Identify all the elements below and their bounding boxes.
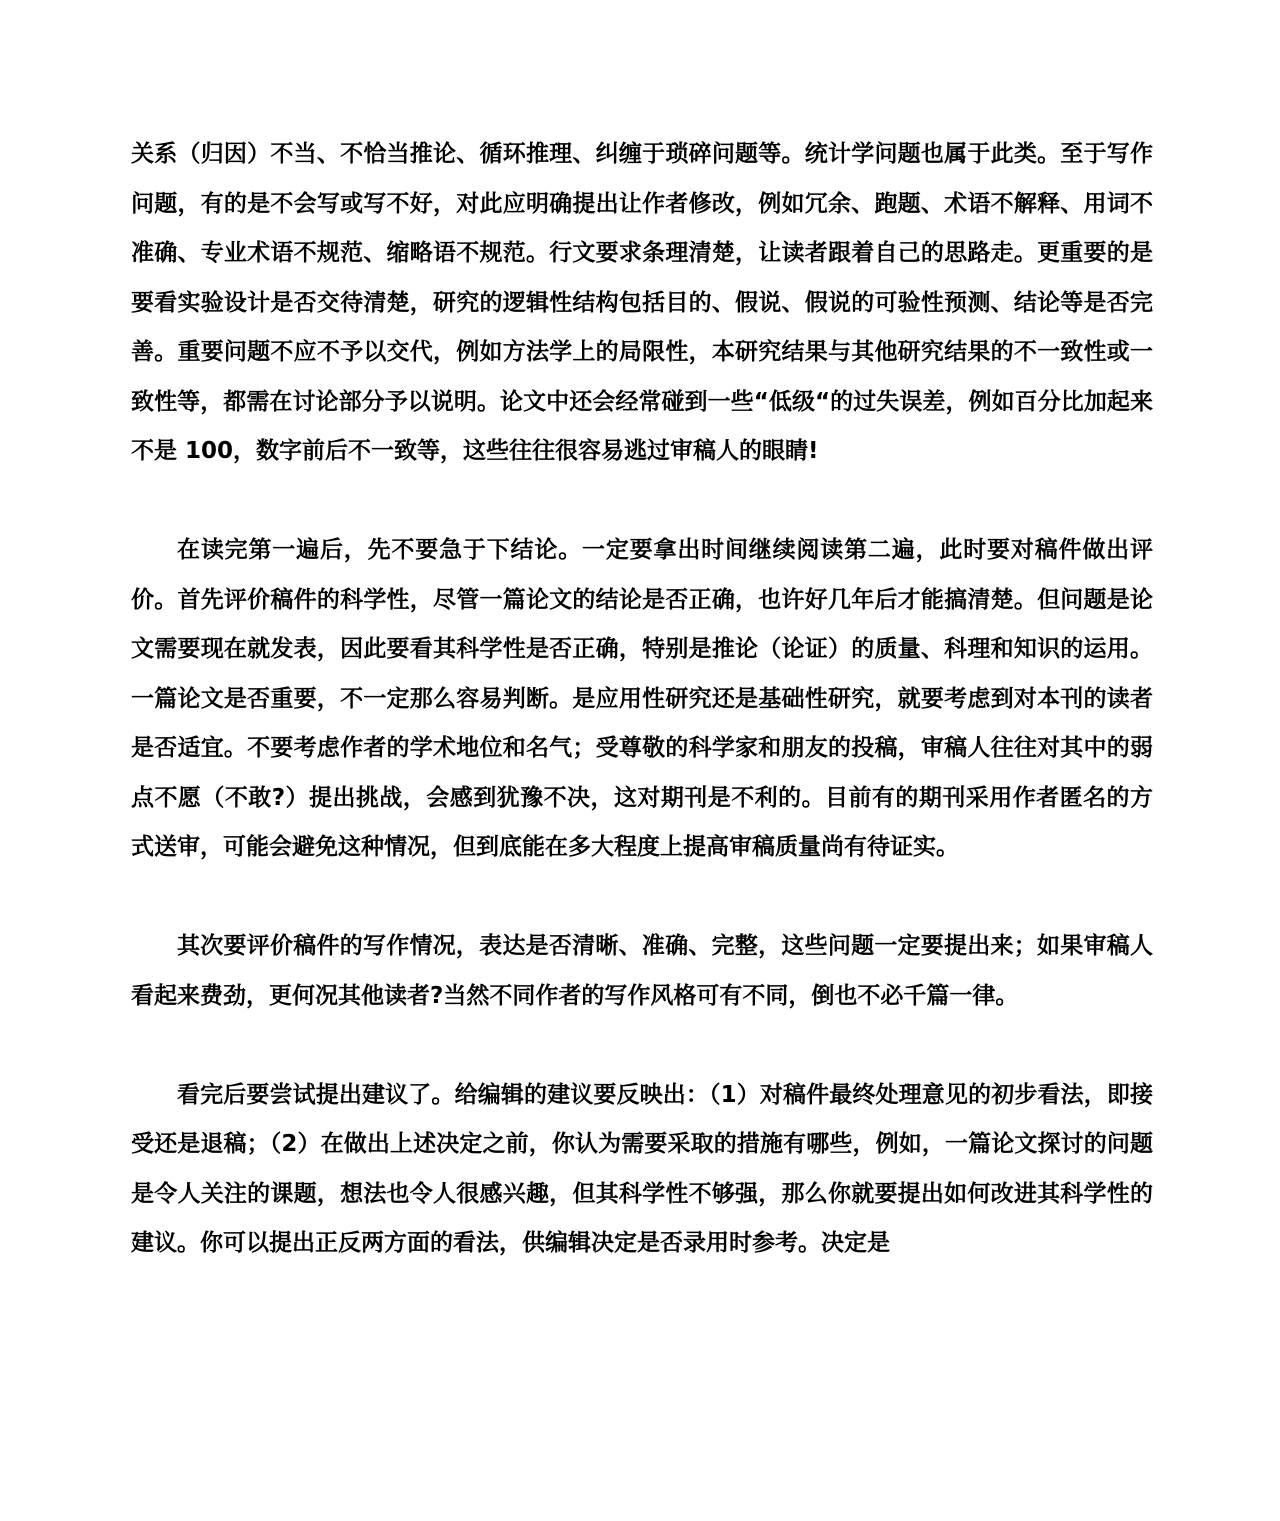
paragraph-4: 看完后要尝试提出建议了。给编辑的建议要反映出：（1）对稿件最终处理意见的初步看法，即接受还是退稿；（2）在做出上述决定之前，你认为需要采取的措施有哪些，例如，一篇论文探讨的问题是令人关注的课题，想法也令人很感兴趣，但其科学性不够强，那么你就要提出如何改进其科学性的建议。你可以提出正反两方面的看法，供编辑决定是否录用时参考。决定是: [131, 1081, 1153, 1256]
paragraph-2: 在读完第一遍后，先不要急于下结论。一定要拿出时间继续阅读第二遍，此时要对稿件做出评价。首先评价稿件的科学性，尽管一篇论文的结论是否正确，也许好几年后才能搞清楚。但问题是论文需要现在就发表，因此要看其科学性是否正确，特别是推论（论证）的质量、科理和知识的运用。一篇论文是否重要，不一定那么容易判断。是应用性研究还是基础性研究，就要考虑到对本刊的读者是否适宜。不要考虑作者的学术地位和名气；受尊敬的科学家和朋友的投稿，审稿人往往对其中的弱点不愿（不敢?）提出挑战，会感到犹豫不决，这对期刊是不利的。目前有的期刊采用作者匿名的方式送审，可能会避免这种情况，但到底能在多大程度上提高审稿质量尚有待证实。: [131, 537, 1153, 860]
paragraph-1: 关系（归因）不当、不恰当推论、循环推理、纠缠于琐碎问题等。统计学问题也属于此类。至于写作问题，有的是不会写或写不好，对此应明确提出让作者修改，例如冗余、跑题、术语不解释、用词不准确、专业术语不规范、缩略语不规范。行文要求条理清楚，让读者跟着自己的思路走。更重要的是要看实验设计是否交待清楚，研究的逻辑性结构包括目的、假说、假说的可验性预测、结论等是否完善。重要问题不应不予以交代，例如方法学上的局限性，本研究结果与其他研究结果的不一致性或一致性等，都需在讨论部分予以说明。论文中还会经常碰到一些“低级“的过失误差，例如百分比加起来不是 100，数字前后不一致等，这些往往很容易逃过审稿人的眼睛!: [131, 141, 1153, 464]
paragraph-3: 其次要评价稿件的写作情况，表达是否清晰、准确、完整，这些问题一定要提出来；如果审稿人看起来费劲，更何况其他读者?当然不同作者的写作风格可有不同，倒也不必千篇一律。: [131, 933, 1153, 1009]
document-body: [131, 130, 1153, 1269]
